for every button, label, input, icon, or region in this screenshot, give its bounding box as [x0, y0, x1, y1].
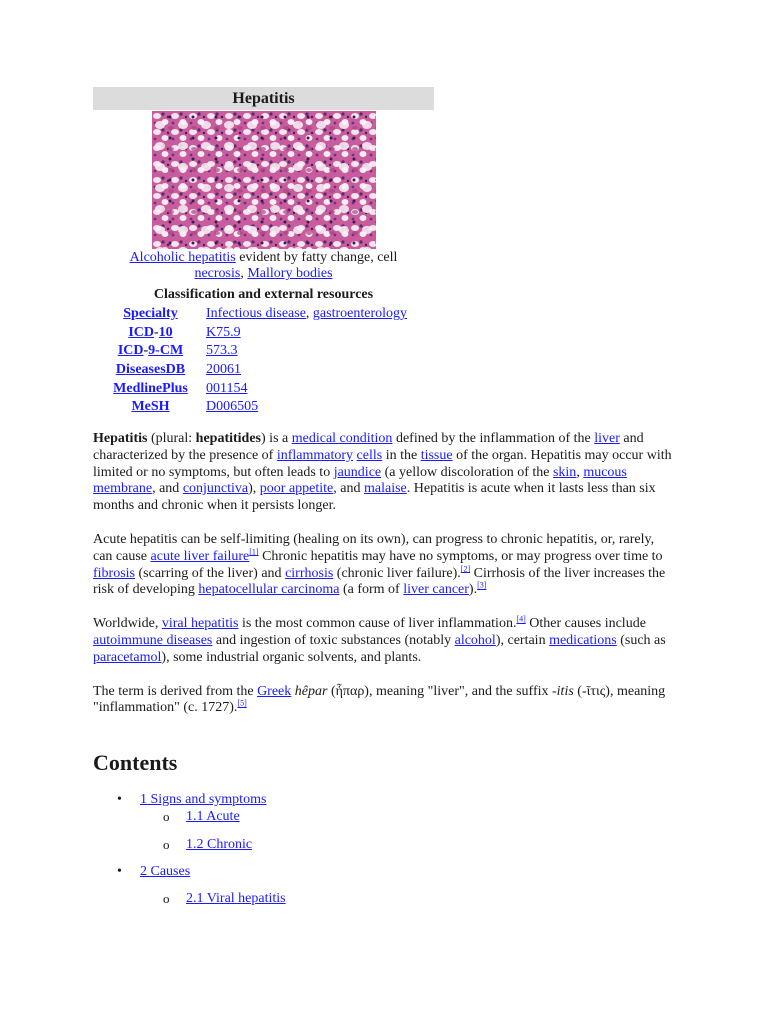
- hepar-italic: hêpar: [294, 683, 328, 699]
- text: (chronic liver failure).: [333, 565, 461, 581]
- acute-liver-failure-link[interactable]: acute liver failure: [150, 548, 250, 564]
- text: defined by the inflammation of the: [392, 431, 595, 446]
- toc-link-chronic[interactable]: 1.2 Chronic: [186, 837, 253, 852]
- caption-link-necrosis[interactable]: necrosis: [194, 266, 241, 281]
- separator: -: [154, 324, 159, 340]
- skin-link[interactable]: skin: [552, 464, 577, 480]
- poor-appetite-link[interactable]: poor appetite: [259, 481, 334, 497]
- text: and characterized by the presence of: [93, 431, 644, 463]
- infectious-disease-link[interactable]: Infectious disease: [206, 306, 306, 322]
- text: , and: [333, 481, 364, 497]
- conjunctiva-link[interactable]: conjunctiva: [182, 481, 249, 497]
- text: ),: [248, 481, 260, 497]
- gastroenterology-link[interactable]: gastroenterology: [312, 306, 408, 322]
- diseasesdb-label[interactable]: DiseasesDB: [115, 362, 186, 378]
- table-row: [103, 379, 407, 398]
- citation-3-link[interactable]: [3]: [477, 580, 487, 590]
- text: Worldwide,: [93, 616, 162, 632]
- text: The term is derived from the: [93, 683, 258, 699]
- text: (a form of: [339, 582, 404, 598]
- jaundice-link[interactable]: jaundice: [333, 464, 382, 480]
- toc-item: [93, 891, 593, 908]
- cells-link[interactable]: cells: [356, 447, 383, 463]
- icd-9cm-label[interactable]: 9-CM: [148, 343, 184, 359]
- caption-text: evident by fatty change, cell: [235, 250, 398, 265]
- toc-link-signs-and-symptoms[interactable]: 1 Signs and symptoms: [140, 792, 267, 807]
- contents-heading: Contents: [93, 750, 178, 775]
- text: (such as: [616, 632, 666, 648]
- icd9-code-link[interactable]: 573.3: [206, 343, 238, 359]
- text: ,: [576, 464, 584, 480]
- tissue-link[interactable]: tissue: [420, 447, 453, 463]
- table-of-contents: [93, 792, 593, 908]
- table-row: [103, 361, 407, 380]
- text: (a yellow discoloration of the: [381, 464, 553, 480]
- greek-link[interactable]: Greek: [257, 683, 292, 699]
- liver-cancer-link[interactable]: liver cancer: [403, 582, 469, 598]
- alcohol-link[interactable]: alcohol: [454, 632, 496, 648]
- liver-link[interactable]: liver: [594, 431, 620, 446]
- mesh-code-link[interactable]: D006505: [206, 399, 259, 415]
- classification-heading: Classification and external resources: [153, 287, 374, 302]
- medlineplus-label[interactable]: MedlinePlus: [113, 380, 188, 396]
- caption-text: ,: [240, 266, 248, 281]
- inflammatory-link[interactable]: inflammatory: [276, 447, 354, 463]
- text: of the organ. Hepatitis may occur with limited or no symptoms, but often leads to: [93, 447, 672, 480]
- icd10-code-link[interactable]: K75.9: [206, 324, 241, 340]
- article-body: [93, 431, 673, 734]
- text: , and: [152, 481, 183, 497]
- caption-link-mallory-bodies[interactable]: Mallory bodies: [247, 266, 333, 281]
- toc-link-causes[interactable]: 2 Causes: [140, 864, 191, 879]
- hepatocellular-carcinoma-link[interactable]: hepatocellular carcinoma: [198, 582, 340, 598]
- itis-italic: -itis: [552, 683, 574, 699]
- text: . Hepatitis is acute when it lasts less than six months and chronic when it persists longer.: [93, 481, 656, 514]
- text: Acute hepatitis can be self-limiting (healing on its own), can progress to chronic hepatitis, or, rarely, can cause: [93, 531, 655, 564]
- text: (ἧπαρ), meaning "liver", and the suffix: [327, 683, 552, 699]
- paracetamol-link[interactable]: paracetamol: [93, 649, 162, 665]
- text: ), some industrial organic solvents, and plants.: [161, 649, 422, 665]
- citation-4-link[interactable]: [4]: [516, 614, 526, 624]
- text: is the most common cause of liver inflammation.: [238, 616, 517, 632]
- toc-link-viral-hepatitis[interactable]: 2.1 Viral hepatitis: [186, 891, 286, 906]
- toc-item: [93, 864, 593, 881]
- text: Chronic hepatitis may have no symptoms, or may progress over time to: [258, 548, 663, 564]
- viral-hepatitis-link[interactable]: viral hepatitis: [161, 616, 239, 632]
- icd-label[interactable]: ICD: [117, 343, 144, 359]
- medical-condition-link[interactable]: medical condition: [291, 431, 393, 446]
- caption-link-alcoholic-hepatitis[interactable]: Alcoholic hepatitis: [129, 250, 236, 265]
- infobox-caption: [93, 250, 434, 282]
- icd-label[interactable]: ICD: [128, 324, 154, 340]
- icd-10-label[interactable]: 10: [158, 324, 173, 340]
- causes-paragraph: [93, 616, 673, 666]
- mucous-membrane-link[interactable]: mucous membrane: [93, 464, 627, 497]
- separator: ,: [305, 306, 313, 322]
- text: (scarring of the liver) and: [135, 565, 286, 581]
- text: ) is a: [261, 431, 292, 446]
- medications-link[interactable]: medications: [549, 632, 617, 648]
- table-row: [103, 398, 407, 417]
- text: (-ῖτις), meaning "inflammation" (c. 1727).: [93, 683, 666, 716]
- citation-1-link[interactable]: [1]: [249, 547, 259, 557]
- fibrosis-link[interactable]: fibrosis: [93, 565, 135, 581]
- citation-5-link[interactable]: [5]: [237, 698, 247, 708]
- etymology-paragraph: [93, 684, 673, 718]
- classification-table: [103, 305, 407, 417]
- toc-link-acute[interactable]: 1.1 Acute: [186, 809, 240, 824]
- separator: -: [143, 343, 149, 359]
- text: ).: [468, 582, 478, 598]
- cirrhosis-link[interactable]: cirrhosis: [285, 565, 334, 581]
- plural-bold: hepatitides: [195, 431, 262, 446]
- medlineplus-code-link[interactable]: 001154: [206, 380, 248, 396]
- toc-item: [93, 809, 593, 826]
- infobox: [93, 87, 434, 417]
- text: Other causes include: [525, 616, 646, 632]
- term-bold: Hepatitis: [93, 431, 148, 446]
- text: (plural:: [147, 431, 196, 446]
- mesh-label[interactable]: MeSH: [131, 399, 170, 415]
- text: and ingestion of toxic substances (notably: [212, 632, 455, 648]
- intro-paragraph: [93, 431, 673, 515]
- table-row: [103, 305, 407, 324]
- text: in the: [382, 447, 421, 463]
- autoimmune-diseases-link[interactable]: autoimmune diseases: [93, 632, 213, 648]
- text: Cirrhosis of the liver increases the risk of developing: [93, 565, 666, 598]
- toc-item: [93, 792, 593, 809]
- diseasesdb-code-link[interactable]: 20061: [206, 362, 241, 378]
- acute-chronic-paragraph: [93, 532, 673, 599]
- citation-2-link[interactable]: [2]: [460, 563, 471, 573]
- infobox-title: Hepatitis: [93, 87, 434, 110]
- text: ), certain: [495, 632, 550, 648]
- histology-image: [152, 111, 376, 249]
- table-row: [103, 324, 407, 343]
- table-row: [103, 342, 407, 361]
- malaise-link[interactable]: malaise: [364, 481, 407, 497]
- specialty-label[interactable]: Specialty: [123, 306, 178, 322]
- toc-item: [93, 837, 593, 854]
